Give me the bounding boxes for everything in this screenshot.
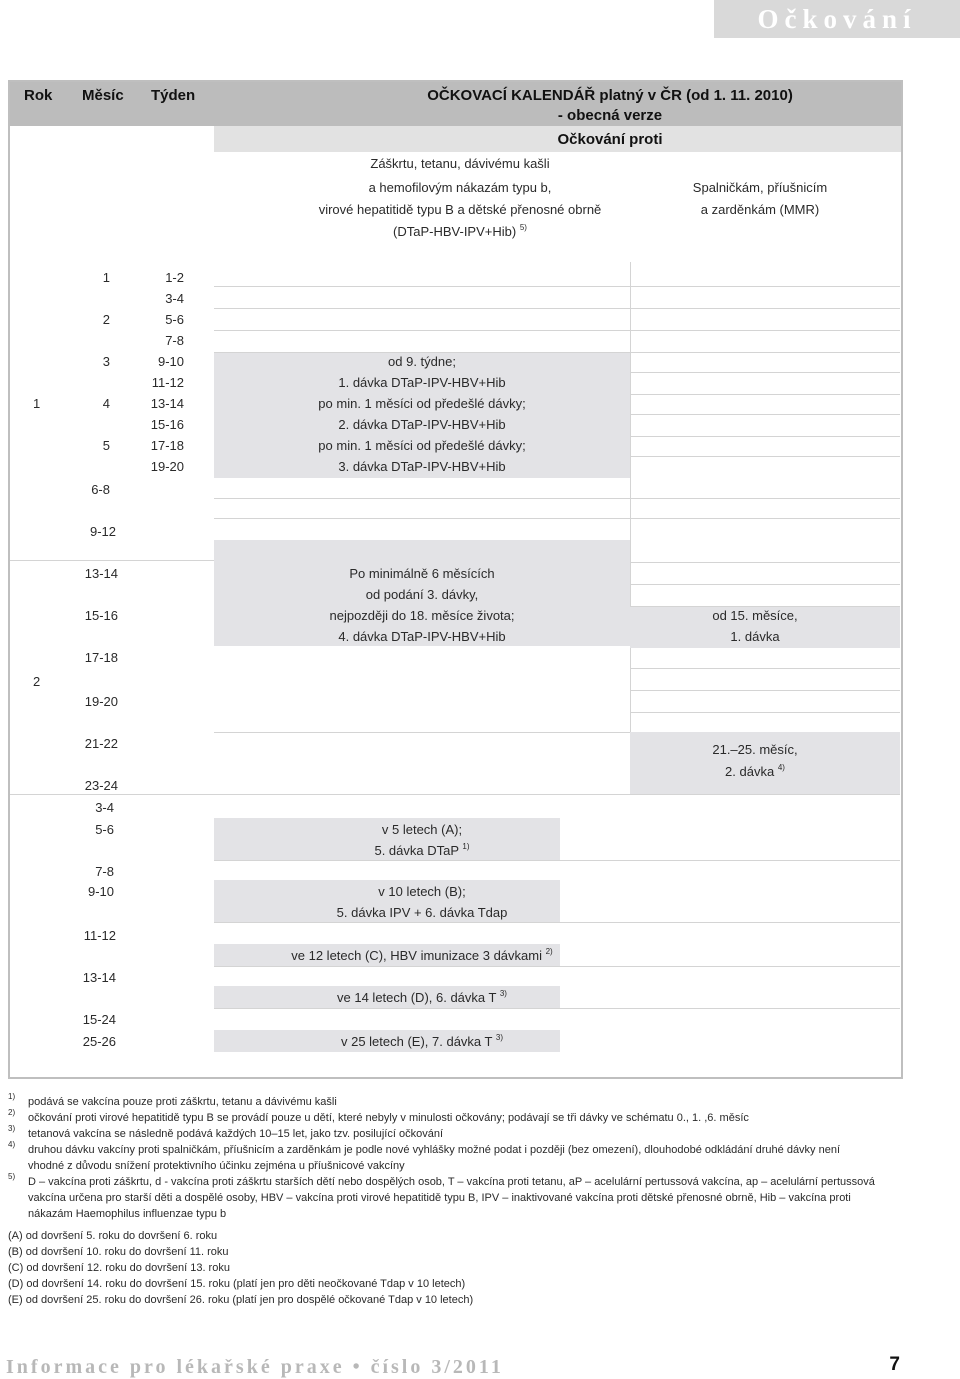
week-label: 19-20 [150, 459, 184, 474]
dose2-text-a: po min. 1 měsíci od předešlé dávky; [318, 396, 526, 411]
year-range-label: 15-24 [82, 1012, 116, 1027]
week-label: 17-18 [150, 438, 184, 453]
col-a-line1: Záškrtu, tetanu, dávivému kašli [370, 156, 550, 171]
dose2-text-b: 2. dávka DTaP-IPV-HBV+Hib [338, 417, 506, 432]
age-range-item: (B) od dovršení 10. roku do dovršení 11. roku [8, 1246, 229, 1258]
dose14-text: ve 14 letech (D), 6. dávka T $^{3)}$ [337, 989, 507, 1005]
row-line [214, 922, 900, 923]
row-line [630, 562, 900, 563]
footnote-text: vhodné z důvodu snížení protektivního účinku zejména u příušnicové vakcíny [28, 1160, 405, 1172]
row-line [214, 330, 900, 331]
footnote-mark: 1) [8, 1092, 16, 1101]
month-label: 3 [102, 354, 110, 369]
col-b-line2: a zarděnkám (MMR) [700, 202, 820, 217]
dose5-text-b: 5. dávka DTaP $^{1)}$ [374, 842, 470, 858]
row-line [214, 518, 900, 519]
col-b-line1: Spalničkám, příušnicím [692, 180, 828, 195]
footnote-mark: 3) [8, 1124, 16, 1133]
footnote-text: vakcína určena pro starší děti a dospělé osoby, HBV – vakcína proti virové hepatitidě typu B, IPV – inaktivované vakcína proti dětské přenosné obrně, Hib – vakcína proti [28, 1192, 851, 1204]
row-line [214, 732, 630, 733]
week-label: 7-8 [165, 333, 184, 348]
week-label: 13-14 [150, 396, 184, 411]
calendar-title: OČKOVACÍ KALENDÁŘ platný v ČR (od 1. 11. 2010) [427, 87, 793, 104]
col-a-line3: virové hepatitidě typu B a dětské přenosné obrně [318, 202, 602, 217]
col-a-line4: (DTaP-HBV-IPV+Hib) $^{5)}$ [393, 223, 527, 239]
week-label: 3-4 [165, 291, 184, 306]
row-line [214, 308, 900, 309]
row-line [214, 860, 900, 861]
dose4-text-d: 4. dávka DTaP-IPV-HBV+Hib [338, 629, 506, 644]
age-range-item: (A) od dovršení 5. roku do dovršení 6. roku [8, 1230, 218, 1242]
week-label: 15-16 [150, 417, 184, 432]
row-line [630, 606, 900, 607]
row-line [214, 498, 900, 499]
row-line [214, 1008, 900, 1009]
row-line [630, 668, 900, 669]
vaccination-against-header: Očkování proti [557, 131, 663, 148]
month-label: 13-14 [84, 566, 118, 581]
row-line [630, 690, 900, 691]
age-range-item: (C) od dovršení 12. roku do dovršení 13. roku [8, 1262, 230, 1274]
row-line [630, 712, 900, 713]
row-line [630, 456, 900, 457]
row-line [630, 436, 900, 437]
year-2-label: 2 [33, 674, 41, 689]
month-label: 6-8 [91, 482, 110, 497]
month-label: 5 [102, 438, 110, 453]
month-label: 23-24 [84, 778, 118, 793]
footnote-text: očkování proti virové hepatitidě typu B se provádí pouze u dětí, které nebyly v minulosti očkovány; podávají se tři dávky ve schématu 0., 1. ,6. měsíc [28, 1112, 749, 1124]
dose25-text: v 25 letech (E), 7. dávka T $^{3)}$ [340, 1033, 503, 1049]
year-range-label: 13-14 [82, 970, 116, 985]
footnote-mark: 5) [8, 1172, 16, 1181]
dose6-text-a: v 10 letech (B); [378, 884, 466, 899]
col-rok-header: Rok [24, 87, 53, 104]
year-range-label: 9-10 [87, 884, 114, 899]
dose1-text-a: od 9. týdne; [388, 354, 456, 369]
calendar-subtitle: - obecná verze [557, 107, 663, 124]
month-label: 17-18 [84, 650, 118, 665]
year-1-label: 1 [33, 396, 41, 411]
dose4-text-a: Po minimálně 6 měsících [349, 566, 495, 581]
year-range-label: 5-6 [95, 822, 114, 837]
footnote-text: druhou dávku vakcíny proti spalničkám, příušnicím a zarděnkám je podle nové vyhlášky možné podat i později (bez omezení), dlouhodobé odkládání druhé dávky není [28, 1144, 841, 1156]
footnote-text: podává se vakcína pouze proti záškrtu, tetanu a dávivému kašli [28, 1096, 337, 1108]
col-a-line2: a hemofilovým nákazám typu b, [368, 180, 552, 195]
row-line [630, 372, 900, 373]
month-label: 1 [102, 270, 110, 285]
age-range-item: (E) od dovršení 25. roku do dovršení 26. roku (platí jen pro dospělé očkované Tdap v 10 letech) [8, 1294, 474, 1306]
mmr1-text-b: 1. dávka [730, 629, 780, 644]
footnote-text: D – vakcína proti záškrtu, d - vakcína proti záškrtu starších dětí nebo dospělých osob, T – vakcína proti tetanu, aP – acelulární pertussová vakcína, ap – acelulární pertussová [28, 1176, 875, 1188]
mmr1-text-a: od 15. měsíce, [712, 608, 798, 623]
row-line [214, 966, 900, 967]
dose5-text-a: v 5 letech (A); [381, 822, 463, 837]
row-line [214, 286, 900, 287]
dose3-text-b: 3. dávka DTaP-IPV-HBV+Hib [338, 459, 506, 474]
row-line [630, 584, 900, 585]
journal-footer: Informace pro lékařské praxe • číslo 3/2011 [6, 1356, 504, 1378]
footnote-mark: 4) [8, 1140, 16, 1149]
mmr2-text-a: 21.–25. měsíc, [712, 742, 798, 757]
row-line [630, 394, 900, 395]
year-range-label: 11-12 [83, 928, 116, 943]
col-mesic-header: Měsíc [82, 87, 124, 104]
col-tyden-header: Týden [151, 87, 196, 104]
footnote-text: nákazám Haemophilus influenzae typu b [28, 1208, 227, 1220]
week-label: 5-6 [165, 312, 184, 327]
dose4-text-c: nejpozději do 18. měsíce života; [329, 608, 515, 623]
row-line [10, 794, 900, 795]
dose4-text-b: od podání 3. dávky, [365, 587, 479, 602]
month-label: 15-16 [84, 608, 118, 623]
month-label: 21-22 [84, 736, 118, 751]
month-label: 19-20 [84, 694, 118, 709]
row-line [10, 560, 214, 561]
mmr2-text-b: 2. dávka $^{4)}$ [725, 763, 785, 779]
page-title: Očkování [757, 4, 917, 34]
hbv-text: ve 12 letech (C), HBV imunizace 3 dávkami $^{2)}$ [291, 947, 553, 963]
year-range-label: 7-8 [95, 864, 114, 879]
age-range-item: (D) od dovršení 14. roku do dovršení 15. roku (platí jen pro děti neočkované Tdap v 10 letech) [8, 1278, 466, 1290]
page-number: 7 [889, 1354, 900, 1375]
month-label: 4 [102, 396, 110, 411]
year-range-label: 25-26 [82, 1034, 116, 1049]
week-label: 11-12 [151, 375, 184, 390]
month-label: 2 [102, 312, 110, 327]
footnote-text: tetanová vakcína se následně podává každých 10–15 let, jako tzv. posilující očkování [28, 1128, 443, 1140]
week-label: 1-2 [165, 270, 184, 285]
dose1-text-b: 1. dávka DTaP-IPV-HBV+Hib [338, 375, 506, 390]
dose6-text-b: 5. dávka IPV + 6. dávka Tdap [336, 905, 508, 920]
month-label: 9-12 [89, 524, 116, 539]
footnote-mark: 2) [8, 1108, 16, 1117]
year-range-label: 3-4 [95, 800, 114, 815]
row-line [214, 352, 900, 353]
dose3-text-a: po min. 1 měsíci od předešlé dávky; [318, 438, 526, 453]
row-line [630, 414, 900, 415]
week-label: 9-10 [157, 354, 184, 369]
